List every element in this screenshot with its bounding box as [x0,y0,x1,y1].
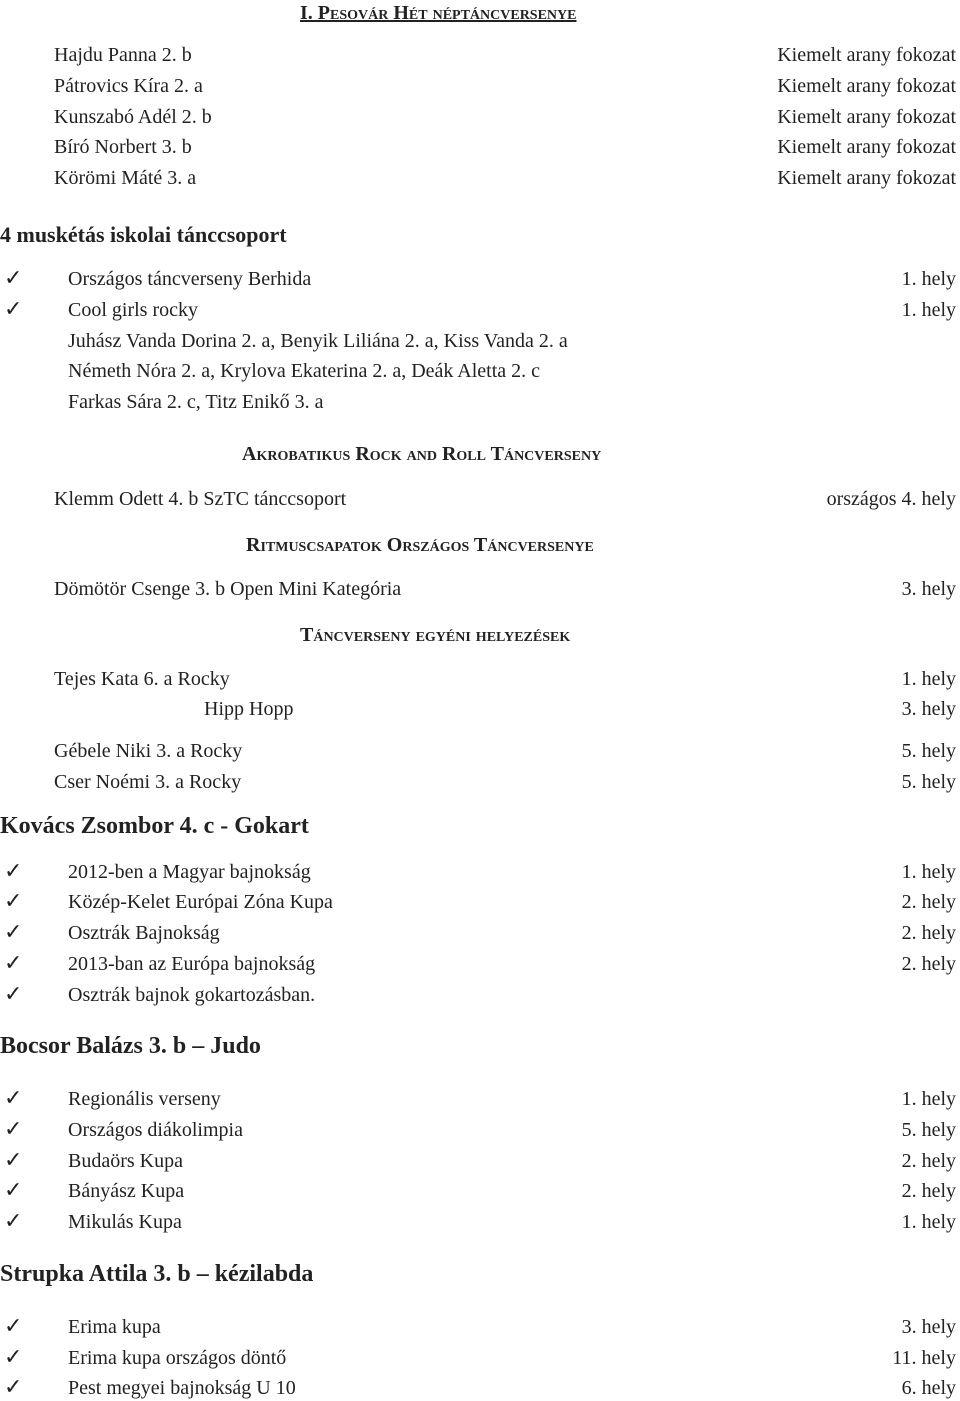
check-icon: ✓ [4,920,23,945]
place: 6. hely [901,1377,956,1399]
members-line: Juhász Vanda Dorina 2. a, Benyik Liliána 2. a, Kiss Vanda 2. a [68,330,568,352]
page-title: I. Pesovár Hét néptáncversenye [300,2,577,24]
members-line: Farkas Sára 2. c, Titz Enikő 3. a [68,391,324,413]
place: 5. hely [901,771,956,793]
place: 2. hely [901,1150,956,1172]
pesovar-name: Bíró Norbert 3. b [54,136,192,158]
check-icon: ✓ [4,859,23,884]
pesovar-name: Pátrovics Kíra 2. a [54,75,203,97]
muskétás-heading: 4 muskétás iskolai tánccsoport [0,222,287,247]
list-item: Bányász Kupa [68,1180,185,1202]
check-icon: ✓ [4,1375,23,1400]
list-item: Pest megyei bajnokság U 10 [68,1377,296,1399]
check-icon: ✓ [4,951,23,976]
ritmus-name: Dömötör Csenge 3. b Open Mini Kategória [54,578,402,600]
place: 2. hely [901,1180,956,1202]
check-icon: ✓ [4,1209,23,1234]
list-item: Erima kupa [68,1316,161,1338]
place: 2. hely [901,953,956,975]
pesovar-result: Kiemelt arany fokozat [777,106,956,128]
pesovar-result: Kiemelt arany fokozat [777,44,956,66]
place: 1. hely [901,1088,956,1110]
list-item: 2013-ban az Európa bajnokság [68,953,316,975]
place: 5. hely [901,740,956,762]
kovacs-heading: Kovács Zsombor 4. c - Gokart [0,813,309,839]
akro-place: országos 4. hely [826,488,956,510]
check-icon: ✓ [4,266,23,291]
place: 2. hely [901,922,956,944]
place: 3. hely [901,698,956,720]
list-item: Cool girls rocky [68,299,198,321]
akro-heading: Akrobatikus Rock and Roll Táncverseny [242,443,602,465]
check-icon: ✓ [4,1086,23,1111]
list-item: Regionális verseny [68,1088,221,1110]
check-icon: ✓ [4,1314,23,1339]
egyeni-row: Tejes Kata 6. a Rocky [54,668,230,690]
place: 1. hely [901,861,956,883]
check-icon: ✓ [4,1148,23,1173]
place: 1. hely [901,1211,956,1233]
pesovar-result: Kiemelt arany fokozat [777,167,956,189]
place: 5. hely [901,1119,956,1141]
pesovar-result: Kiemelt arany fokozat [777,136,956,158]
list-item: Országos diákolimpia [68,1119,243,1141]
list-item: 2012-ben a Magyar bajnokság [68,861,311,883]
members-line: Németh Nóra 2. a, Krylova Ekaterina 2. a, Deák Aletta 2. c [68,360,541,382]
check-icon: ✓ [4,1345,23,1370]
egyeni-heading: Táncverseny egyéni helyezések [300,624,571,646]
list-item: Országos táncverseny Berhida [68,268,312,290]
place: 3. hely [901,1316,956,1338]
place: 1. hely [901,299,956,321]
list-item: Erima kupa országos döntő [68,1347,287,1369]
bocsor-heading: Bocsor Balázs 3. b – Judo [0,1033,261,1059]
check-icon: ✓ [4,982,23,1007]
pesovar-result: Kiemelt arany fokozat [777,75,956,97]
egyeni-row: Cser Noémi 3. a Rocky [54,771,242,793]
place: 11. hely [892,1347,956,1369]
list-item: Mikulás Kupa [68,1211,182,1233]
egyeni-row: Hipp Hopp [204,698,294,720]
check-icon: ✓ [4,889,23,914]
check-icon: ✓ [4,1178,23,1203]
list-item: Osztrák Bajnokság [68,922,220,944]
akro-name: Klemm Odett 4. b SzTC tánccsoport [54,488,347,510]
ritmus-place: 3. hely [901,578,956,600]
ritmus-heading: Ritmuscsapatok Országos Táncversenye [246,534,594,556]
egyeni-row: Gébele Niki 3. a Rocky [54,740,243,762]
pesovar-name: Kunszabó Adél 2. b [54,106,212,128]
pesovar-name: Hajdu Panna 2. b [54,44,192,66]
check-icon: ✓ [4,1117,23,1142]
list-item: Közép-Kelet Európai Zóna Kupa [68,891,333,913]
pesovar-name: Körömi Máté 3. a [54,167,197,189]
place: 1. hely [901,268,956,290]
list-item: Osztrák bajnok gokartozásban. [68,984,316,1006]
list-item: Budaörs Kupa [68,1150,183,1172]
check-icon: ✓ [4,297,23,322]
place: 2. hely [901,891,956,913]
strupka-heading: Strupka Attila 3. b – kézilabda [0,1261,314,1287]
place: 1. hely [901,668,956,690]
